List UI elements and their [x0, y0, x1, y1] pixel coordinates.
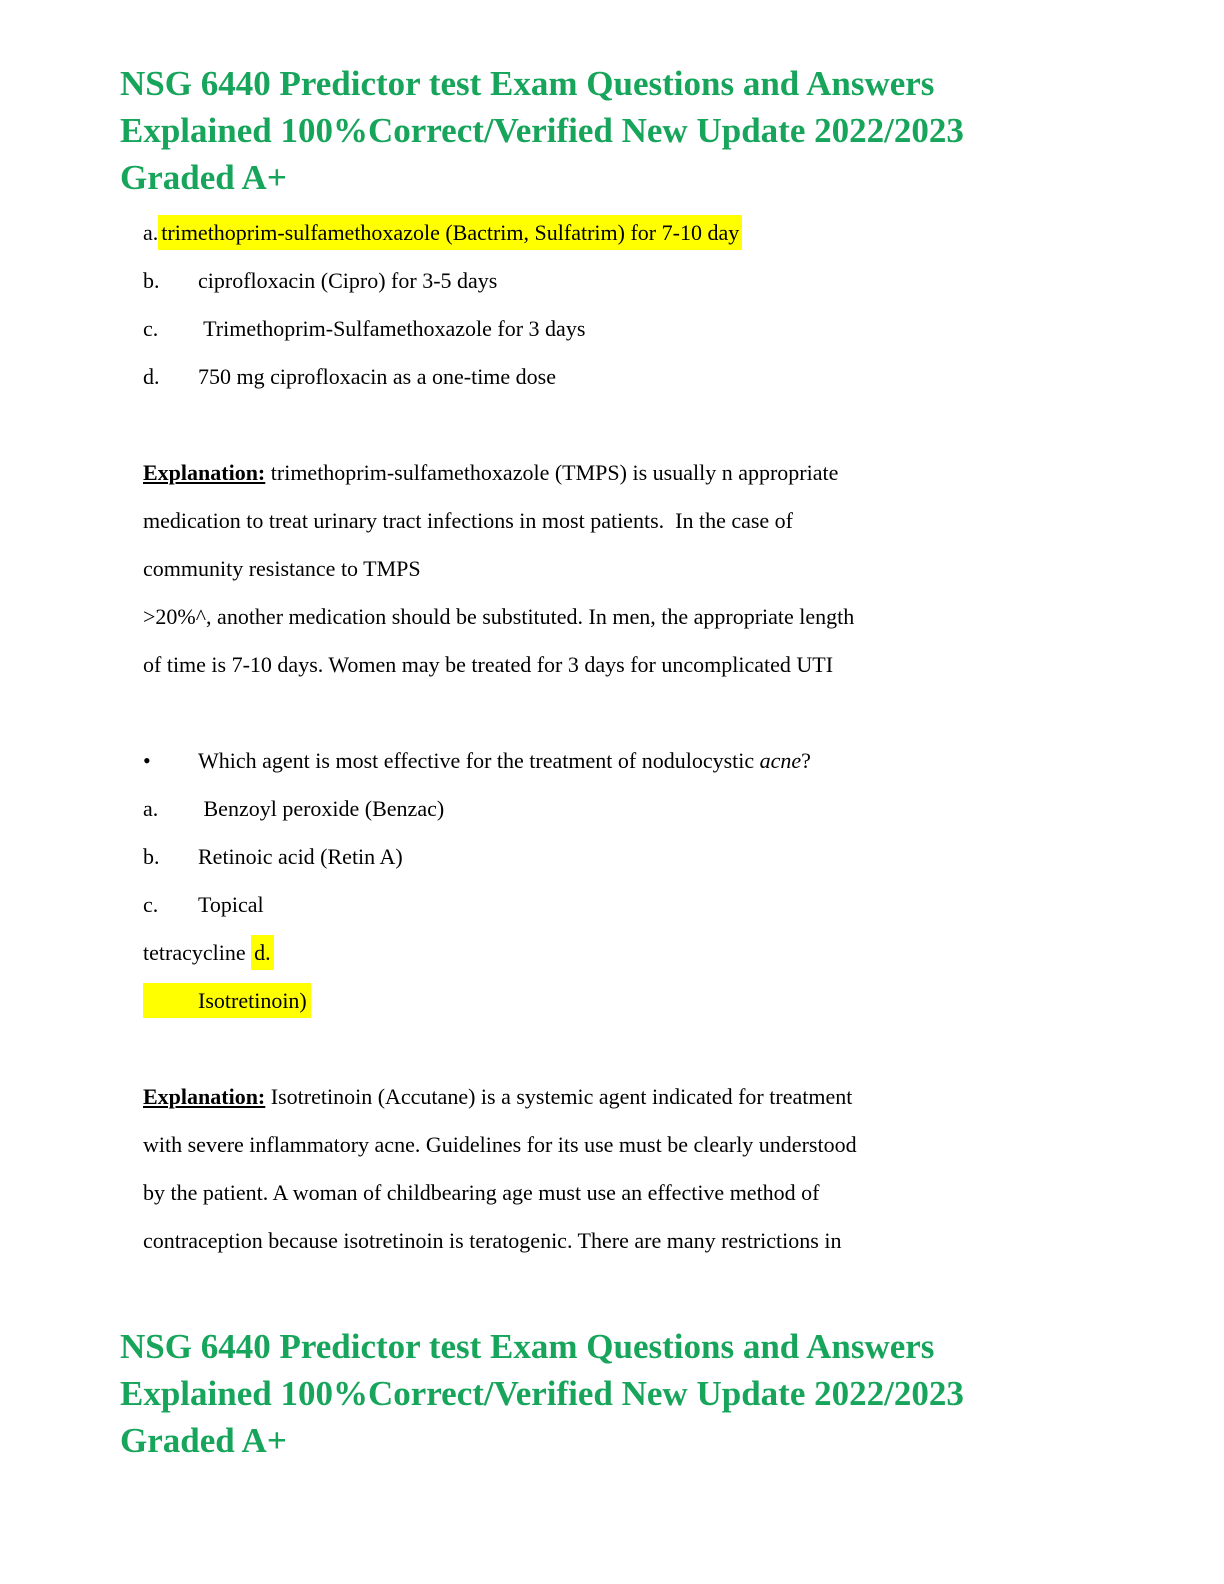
- explanation-2: [143, 1073, 1103, 1265]
- explanation-line: >20%^, another medication should be substituted. In men, the appropriate length: [143, 604, 855, 629]
- question-text: ?: [801, 748, 811, 773]
- question-text-italic: acne: [759, 748, 802, 773]
- explanation-line: [143, 449, 1103, 497]
- option-text: Topical: [198, 892, 264, 917]
- option-c: [143, 881, 1103, 929]
- footer-title-line: NSG 6440 Predictor test Exam Questions and Answers: [120, 1327, 935, 1366]
- highlighted-answer: trimethoprim-sulfamethoxazole (Bactrim, Sulfatrim) for 7-10 day: [158, 215, 742, 250]
- explanation-line: by the patient. A woman of childbearing age must use an effective method of: [143, 1180, 820, 1205]
- option-text: ciprofloxacin (Cipro) for 3-5 days: [198, 268, 498, 293]
- option-letter: c.: [143, 892, 159, 917]
- explanation-line: of time is 7-10 days. Women may be treated for 3 days for uncomplicated UTI: [143, 652, 834, 677]
- option-text: tetracycline: [143, 940, 252, 965]
- option-letter: b.: [143, 844, 160, 869]
- question-2: [143, 737, 1103, 785]
- explanation-line: [143, 1073, 1103, 1121]
- page-title-line: Explained 100%Correct/Verified New Update 2022/2023: [120, 111, 964, 150]
- answer-text: Isotretinoin): [198, 988, 307, 1013]
- option-c-continuation: [143, 929, 1103, 977]
- document-body: [143, 209, 1103, 1265]
- option-text: Retinoic acid (Retin A): [198, 844, 403, 869]
- option-letter: d.: [143, 364, 160, 389]
- explanation-text: trimethoprim-sulfamethoxazole (TMPS) is usually n appropriate: [265, 460, 839, 485]
- page-title-line: Graded A+: [120, 158, 287, 197]
- option-a: [143, 209, 1103, 257]
- footer-title: [120, 1323, 1124, 1464]
- explanation-text: Isotretinoin (Accutane) is a systemic agent indicated for treatment: [265, 1084, 853, 1109]
- explanation-label: Explanation:: [143, 460, 266, 485]
- option-text: Trimethoprim-Sulfamethoxazole for 3 days: [198, 316, 586, 341]
- highlighted-letter: d.: [251, 935, 274, 970]
- footer-title-line: Explained 100%Correct/Verified New Update 2022/2023: [120, 1374, 964, 1413]
- option-b: [143, 833, 1103, 881]
- bullet-icon: •: [143, 748, 151, 773]
- option-a: [143, 785, 1103, 833]
- option-c: [143, 305, 1103, 353]
- option-text: 750 mg ciprofloxacin as a one-time dose: [198, 364, 557, 389]
- option-letter: c.: [143, 316, 159, 341]
- explanation-label: Explanation:: [143, 1084, 266, 1109]
- explanation-line: contraception because isotretinoin is teratogenic. There are many restrictions in: [143, 1228, 842, 1253]
- option-text: Benzoyl peroxide (Benzac): [198, 796, 445, 821]
- option-d: [143, 353, 1103, 401]
- explanation-line: with severe inflammatory acne. Guidelines for its use must be clearly understood: [143, 1132, 857, 1157]
- explanation-line: community resistance to TMPS: [143, 556, 421, 581]
- option-b: [143, 257, 1103, 305]
- footer-title-line: Graded A+: [120, 1421, 287, 1460]
- question-text: Which agent is most effective for the treatment of nodulocystic: [198, 748, 760, 773]
- option-letter: b.: [143, 268, 160, 293]
- page-title: [120, 60, 1124, 201]
- option-letter: a.: [143, 220, 159, 245]
- explanation-1: [143, 449, 1103, 689]
- highlighted-answer: [143, 983, 311, 1018]
- option-letter: a.: [143, 796, 159, 821]
- option-d-answer: [143, 977, 1103, 1025]
- page-title-line: NSG 6440 Predictor test Exam Questions and Answers: [120, 64, 935, 103]
- explanation-line: medication to treat urinary tract infections in most patients. In the case of: [143, 508, 794, 533]
